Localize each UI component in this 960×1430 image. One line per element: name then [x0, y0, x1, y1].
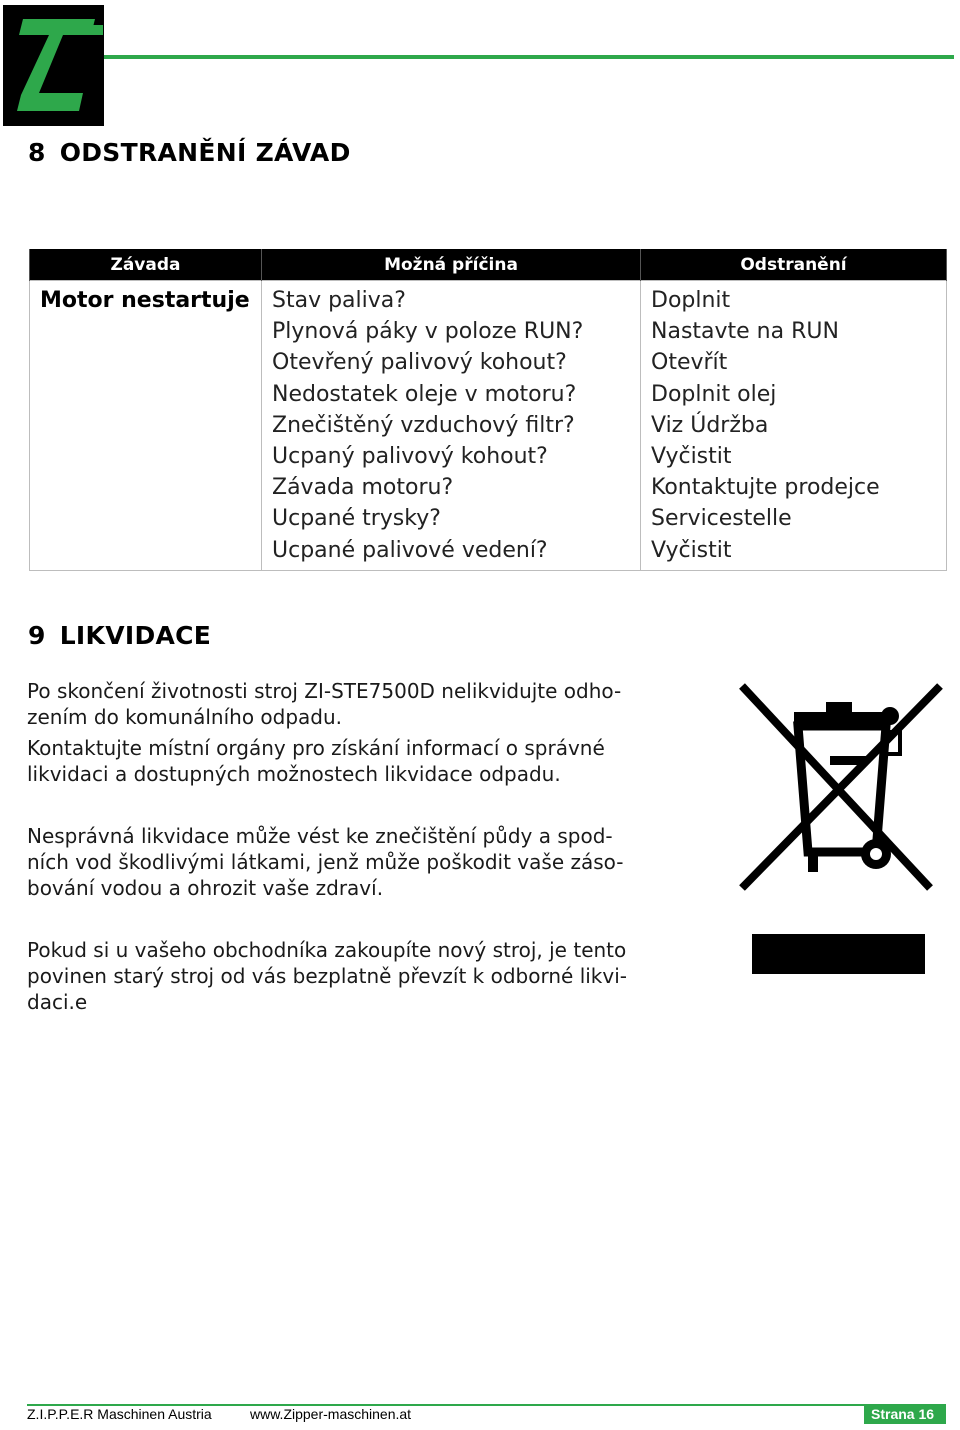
text-line: bování vodou a ohrozit vaše zdraví.: [27, 876, 384, 900]
weee-black-bar: [752, 934, 925, 974]
cause-item: Plynová páky v poloze RUN?: [272, 319, 584, 345]
remedy-item: Doplnit olej: [651, 381, 777, 407]
disposal-paragraph-2: [27, 735, 717, 787]
page-number-badge: Strana 16: [864, 1404, 946, 1424]
remedy-item: Viz Údržba: [651, 412, 769, 438]
table-row: [30, 281, 947, 571]
cause-item: Ucpané palivové vedení?: [272, 537, 548, 563]
column-header-remedy: Odstranění: [641, 249, 947, 281]
remedy-item: Otevřít: [651, 350, 728, 376]
text-line: Kontaktujte místní orgány pro získání informací o správné: [27, 736, 605, 760]
fault-cell: Motor nestartuje: [30, 281, 262, 571]
cause-item: Znečištěný vzduchový filtr?: [272, 412, 575, 438]
crossed-out-wheelie-bin-icon: [738, 682, 944, 894]
remedy-item: Kontaktujte prodejce: [651, 475, 880, 501]
footer-website-link[interactable]: www.Zipper-maschinen.at: [250, 1406, 412, 1422]
disposal-paragraph-3: [27, 823, 717, 901]
troubleshooting-table: [29, 249, 947, 571]
column-header-fault: Závada: [30, 249, 262, 281]
cause-item: Nedostatek oleje v motoru?: [272, 381, 577, 407]
text-line: povinen starý stroj od vás bezplatně převzít k odborné likvi-: [27, 964, 627, 988]
section-9-title: LIKVIDACE: [59, 621, 212, 650]
text-line: zením do komunálního odpadu.: [27, 705, 343, 729]
text-line: Nesprávná likvidace může vést ke znečištění půdy a spod-: [27, 824, 613, 848]
header-rule: [104, 55, 954, 59]
remedy-item: Vyčistit: [651, 444, 732, 470]
remedy-item: Vyčistit: [651, 537, 732, 563]
text-line: likvidaci a dostupných možnostech likvidace odpadu.: [27, 762, 561, 786]
brand-logo: [3, 5, 104, 126]
section-9-number: 9: [28, 621, 46, 650]
table-header-row: [30, 249, 947, 281]
text-line: daci.e: [27, 990, 88, 1014]
remedy-item: Nastavte na RUN: [651, 319, 839, 345]
disposal-paragraph-1: [27, 678, 717, 730]
remedy-item: Doplnit: [651, 288, 731, 313]
section-9-heading: [28, 621, 211, 650]
text-line: Po skončení životnosti stroj ZI-STE7500D nelikvidujte odho-: [27, 679, 622, 703]
cause-item: Ucpané trysky?: [272, 506, 441, 532]
section-8-number: 8: [28, 138, 46, 167]
section-8-title: ODSTRANĚNÍ ZÁVAD: [59, 138, 351, 167]
remedies-cell: [641, 281, 947, 571]
section-8-heading: [28, 138, 351, 167]
causes-cell: [262, 281, 641, 571]
disposal-paragraph-4: [27, 937, 717, 1015]
footer-company: Z.I.P.P.E.R Maschinen Austria: [27, 1406, 212, 1422]
cause-item: Závada motoru?: [272, 475, 454, 501]
cause-item: Otevřený palivový kohout?: [272, 350, 567, 376]
cause-item: Ucpaný palivový kohout?: [272, 444, 548, 470]
text-line: Pokud si u vašeho obchodníka zakoupíte nový stroj, je tento: [27, 938, 627, 962]
text-line: ních vod škodlivými látkami, jenž může poškodit vaše záso-: [27, 850, 624, 874]
remedy-item: Servicestelle: [651, 506, 792, 532]
column-header-cause: Možná příčina: [262, 249, 641, 281]
z-logo-icon: [3, 5, 104, 126]
cause-item: Stav paliva?: [272, 288, 406, 313]
